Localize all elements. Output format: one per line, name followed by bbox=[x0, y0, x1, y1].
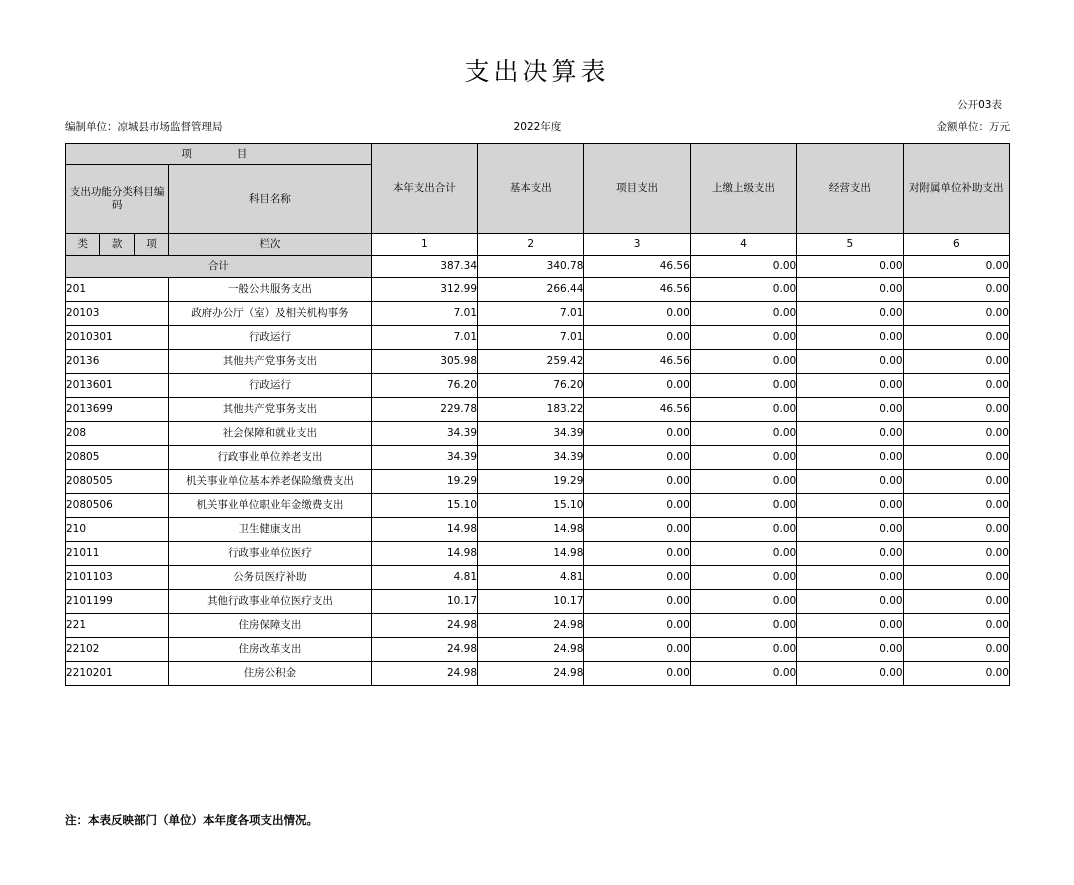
row-value-6: 0.00 bbox=[903, 350, 1009, 374]
row-value-1: 34.39 bbox=[371, 446, 477, 470]
col-number-2: 2 bbox=[478, 234, 584, 256]
row-value-4: 0.00 bbox=[690, 590, 796, 614]
total-value-4: 0.00 bbox=[690, 256, 796, 278]
row-value-2: 24.98 bbox=[478, 614, 584, 638]
fiscal-year-label: 2022年度 bbox=[513, 121, 562, 133]
row-value-4: 0.00 bbox=[690, 518, 796, 542]
table-note: 注：本表反映部门（单位）本年度各项支出情况。 bbox=[65, 813, 318, 827]
row-value-4: 0.00 bbox=[690, 302, 796, 326]
row-value-6: 0.00 bbox=[903, 638, 1009, 662]
total-value-2: 340.78 bbox=[478, 256, 584, 278]
row-value-5: 0.00 bbox=[797, 398, 903, 422]
row-value-5: 0.00 bbox=[797, 542, 903, 566]
row-value-3: 0.00 bbox=[584, 638, 690, 662]
row-code: 20805 bbox=[66, 446, 169, 470]
table-row bbox=[66, 590, 1010, 614]
header-code-item: 项 bbox=[134, 234, 168, 256]
row-code: 208 bbox=[66, 422, 169, 446]
row-value-4: 0.00 bbox=[690, 350, 796, 374]
row-subject-name: 住房保障支出 bbox=[169, 614, 371, 638]
row-subject-name: 一般公共服务支出 bbox=[169, 278, 371, 302]
row-value-1: 305.98 bbox=[371, 350, 477, 374]
row-value-4: 0.00 bbox=[690, 566, 796, 590]
row-value-1: 229.78 bbox=[371, 398, 477, 422]
row-subject-name: 其他共产党事务支出 bbox=[169, 350, 371, 374]
row-value-5: 0.00 bbox=[797, 590, 903, 614]
row-value-2: 24.98 bbox=[478, 662, 584, 686]
row-value-6: 0.00 bbox=[903, 590, 1009, 614]
row-value-6: 0.00 bbox=[903, 302, 1009, 326]
row-code: 2101199 bbox=[66, 590, 169, 614]
row-value-2: 76.20 bbox=[478, 374, 584, 398]
row-value-1: 24.98 bbox=[371, 614, 477, 638]
row-value-1: 34.39 bbox=[371, 422, 477, 446]
row-value-1: 76.20 bbox=[371, 374, 477, 398]
expenditure-table bbox=[65, 143, 1010, 686]
row-value-1: 15.10 bbox=[371, 494, 477, 518]
row-value-6: 0.00 bbox=[903, 374, 1009, 398]
row-value-5: 0.00 bbox=[797, 302, 903, 326]
row-subject-name: 机关事业单位基本养老保险缴费支出 bbox=[169, 470, 371, 494]
row-value-6: 0.00 bbox=[903, 326, 1009, 350]
page-title: 支出决算表 bbox=[464, 57, 610, 86]
row-value-5: 0.00 bbox=[797, 326, 903, 350]
row-value-4: 0.00 bbox=[690, 374, 796, 398]
table-row bbox=[66, 350, 1010, 374]
row-code: 21011 bbox=[66, 542, 169, 566]
row-code: 2080506 bbox=[66, 494, 169, 518]
total-value-6: 0.00 bbox=[903, 256, 1009, 278]
row-value-2: 7.01 bbox=[478, 302, 584, 326]
compiling-unit-label: 编制单位：凉城县市场监督管理局 bbox=[65, 121, 223, 133]
row-subject-name: 行政事业单位养老支出 bbox=[169, 446, 371, 470]
row-value-3: 0.00 bbox=[584, 518, 690, 542]
row-value-5: 0.00 bbox=[797, 566, 903, 590]
row-value-5: 0.00 bbox=[797, 446, 903, 470]
row-value-6: 0.00 bbox=[903, 566, 1009, 590]
row-subject-name: 住房公积金 bbox=[169, 662, 371, 686]
row-value-2: 14.98 bbox=[478, 518, 584, 542]
row-value-5: 0.00 bbox=[797, 470, 903, 494]
header-name: 科目名称 bbox=[169, 165, 371, 234]
row-value-4: 0.00 bbox=[690, 326, 796, 350]
row-value-5: 0.00 bbox=[797, 614, 903, 638]
table-row bbox=[66, 326, 1010, 350]
row-code: 201 bbox=[66, 278, 169, 302]
row-value-4: 0.00 bbox=[690, 494, 796, 518]
row-value-1: 24.98 bbox=[371, 638, 477, 662]
row-value-6: 0.00 bbox=[903, 422, 1009, 446]
row-code: 2101103 bbox=[66, 566, 169, 590]
row-value-5: 0.00 bbox=[797, 374, 903, 398]
row-value-1: 14.98 bbox=[371, 542, 477, 566]
row-value-3: 0.00 bbox=[584, 542, 690, 566]
row-value-3: 46.56 bbox=[584, 398, 690, 422]
row-value-4: 0.00 bbox=[690, 446, 796, 470]
row-value-6: 0.00 bbox=[903, 470, 1009, 494]
row-value-2: 15.10 bbox=[478, 494, 584, 518]
row-value-2: 14.98 bbox=[478, 542, 584, 566]
row-value-1: 14.98 bbox=[371, 518, 477, 542]
col-number-6: 6 bbox=[903, 234, 1009, 256]
row-value-2: 266.44 bbox=[478, 278, 584, 302]
row-code: 2210201 bbox=[66, 662, 169, 686]
table-row bbox=[66, 398, 1010, 422]
header-group-item: 项 目 bbox=[66, 144, 372, 165]
row-code: 221 bbox=[66, 614, 169, 638]
row-value-6: 0.00 bbox=[903, 278, 1009, 302]
row-value-5: 0.00 bbox=[797, 278, 903, 302]
row-code: 2013699 bbox=[66, 398, 169, 422]
row-value-5: 0.00 bbox=[797, 662, 903, 686]
table-row bbox=[66, 302, 1010, 326]
row-value-5: 0.00 bbox=[797, 518, 903, 542]
table-row bbox=[66, 470, 1010, 494]
row-value-3: 0.00 bbox=[584, 374, 690, 398]
header-code-class: 类 bbox=[66, 234, 100, 256]
row-value-2: 19.29 bbox=[478, 470, 584, 494]
header-total: 本年支出合计 bbox=[371, 144, 477, 234]
table-row bbox=[66, 566, 1010, 590]
row-value-4: 0.00 bbox=[690, 662, 796, 686]
header-basic: 基本支出 bbox=[478, 144, 584, 234]
row-value-3: 0.00 bbox=[584, 422, 690, 446]
row-subject-name: 机关事业单位职业年金缴费支出 bbox=[169, 494, 371, 518]
row-code: 20103 bbox=[66, 302, 169, 326]
row-value-3: 0.00 bbox=[584, 470, 690, 494]
header-subsidy: 对附属单位补助支出 bbox=[903, 144, 1009, 234]
table-row bbox=[66, 614, 1010, 638]
header-code-section: 款 bbox=[100, 234, 134, 256]
row-value-3: 0.00 bbox=[584, 446, 690, 470]
meta-row bbox=[65, 119, 1010, 133]
row-value-1: 7.01 bbox=[371, 326, 477, 350]
row-value-3: 46.56 bbox=[584, 350, 690, 374]
row-value-3: 0.00 bbox=[584, 590, 690, 614]
table-row bbox=[66, 374, 1010, 398]
row-code: 22102 bbox=[66, 638, 169, 662]
table-header-group-row bbox=[66, 144, 1010, 165]
row-value-3: 0.00 bbox=[584, 614, 690, 638]
row-value-6: 0.00 bbox=[903, 662, 1009, 686]
table-row bbox=[66, 518, 1010, 542]
row-value-2: 7.01 bbox=[478, 326, 584, 350]
row-value-1: 4.81 bbox=[371, 566, 477, 590]
row-code: 210 bbox=[66, 518, 169, 542]
row-value-2: 24.98 bbox=[478, 638, 584, 662]
row-value-1: 7.01 bbox=[371, 302, 477, 326]
row-value-4: 0.00 bbox=[690, 470, 796, 494]
row-value-4: 0.00 bbox=[690, 398, 796, 422]
col-number-4: 4 bbox=[690, 234, 796, 256]
table-row bbox=[66, 446, 1010, 470]
header-code: 支出功能分类科目编码 bbox=[66, 165, 169, 234]
form-code-label: 公开03表 bbox=[957, 99, 1002, 111]
row-value-1: 24.98 bbox=[371, 662, 477, 686]
table-subheader-row bbox=[66, 234, 1010, 256]
total-value-1: 387.34 bbox=[371, 256, 477, 278]
row-value-6: 0.00 bbox=[903, 614, 1009, 638]
row-value-3: 0.00 bbox=[584, 302, 690, 326]
row-code: 20136 bbox=[66, 350, 169, 374]
row-value-4: 0.00 bbox=[690, 422, 796, 446]
total-label: 合计 bbox=[66, 256, 372, 278]
col-number-1: 1 bbox=[371, 234, 477, 256]
row-value-2: 183.22 bbox=[478, 398, 584, 422]
row-value-5: 0.00 bbox=[797, 422, 903, 446]
row-subject-name: 住房改革支出 bbox=[169, 638, 371, 662]
table-row bbox=[66, 542, 1010, 566]
row-code: 2080505 bbox=[66, 470, 169, 494]
row-value-6: 0.00 bbox=[903, 446, 1009, 470]
row-value-5: 0.00 bbox=[797, 638, 903, 662]
row-code: 2013601 bbox=[66, 374, 169, 398]
row-value-6: 0.00 bbox=[903, 398, 1009, 422]
header-operating: 经营支出 bbox=[797, 144, 903, 234]
row-subject-name: 政府办公厅（室）及相关机构事务 bbox=[169, 302, 371, 326]
row-value-2: 259.42 bbox=[478, 350, 584, 374]
row-value-4: 0.00 bbox=[690, 638, 796, 662]
col-number-3: 3 bbox=[584, 234, 690, 256]
row-subject-name: 卫生健康支出 bbox=[169, 518, 371, 542]
row-subject-name: 公务员医疗补助 bbox=[169, 566, 371, 590]
col-number-5: 5 bbox=[797, 234, 903, 256]
row-subject-name: 行政事业单位医疗 bbox=[169, 542, 371, 566]
row-subject-name: 其他行政事业单位医疗支出 bbox=[169, 590, 371, 614]
amount-unit-label: 金额单位：万元 bbox=[936, 121, 1010, 133]
header-row-label: 栏次 bbox=[169, 234, 371, 256]
table-row bbox=[66, 422, 1010, 446]
row-value-3: 0.00 bbox=[584, 494, 690, 518]
row-code: 2010301 bbox=[66, 326, 169, 350]
row-value-1: 10.17 bbox=[371, 590, 477, 614]
row-value-5: 0.00 bbox=[797, 350, 903, 374]
row-value-3: 46.56 bbox=[584, 278, 690, 302]
header-project: 项目支出 bbox=[584, 144, 690, 234]
total-value-5: 0.00 bbox=[797, 256, 903, 278]
row-value-3: 0.00 bbox=[584, 566, 690, 590]
row-value-4: 0.00 bbox=[690, 614, 796, 638]
row-value-2: 4.81 bbox=[478, 566, 584, 590]
table-body bbox=[66, 256, 1010, 686]
row-value-2: 34.39 bbox=[478, 422, 584, 446]
row-value-3: 0.00 bbox=[584, 662, 690, 686]
row-value-2: 34.39 bbox=[478, 446, 584, 470]
row-value-5: 0.00 bbox=[797, 494, 903, 518]
table-row bbox=[66, 494, 1010, 518]
header-upper: 上缴上级支出 bbox=[690, 144, 796, 234]
row-subject-name: 社会保障和就业支出 bbox=[169, 422, 371, 446]
row-value-1: 312.99 bbox=[371, 278, 477, 302]
table-row bbox=[66, 662, 1010, 686]
row-value-6: 0.00 bbox=[903, 518, 1009, 542]
row-value-6: 0.00 bbox=[903, 542, 1009, 566]
row-subject-name: 行政运行 bbox=[169, 326, 371, 350]
row-value-4: 0.00 bbox=[690, 278, 796, 302]
row-subject-name: 行政运行 bbox=[169, 374, 371, 398]
row-value-6: 0.00 bbox=[903, 494, 1009, 518]
table-row bbox=[66, 278, 1010, 302]
row-value-1: 19.29 bbox=[371, 470, 477, 494]
row-subject-name: 其他共产党事务支出 bbox=[169, 398, 371, 422]
row-value-2: 10.17 bbox=[478, 590, 584, 614]
row-value-4: 0.00 bbox=[690, 542, 796, 566]
table-row bbox=[66, 638, 1010, 662]
table-row-total bbox=[66, 256, 1010, 278]
total-value-3: 46.56 bbox=[584, 256, 690, 278]
row-value-3: 0.00 bbox=[584, 326, 690, 350]
